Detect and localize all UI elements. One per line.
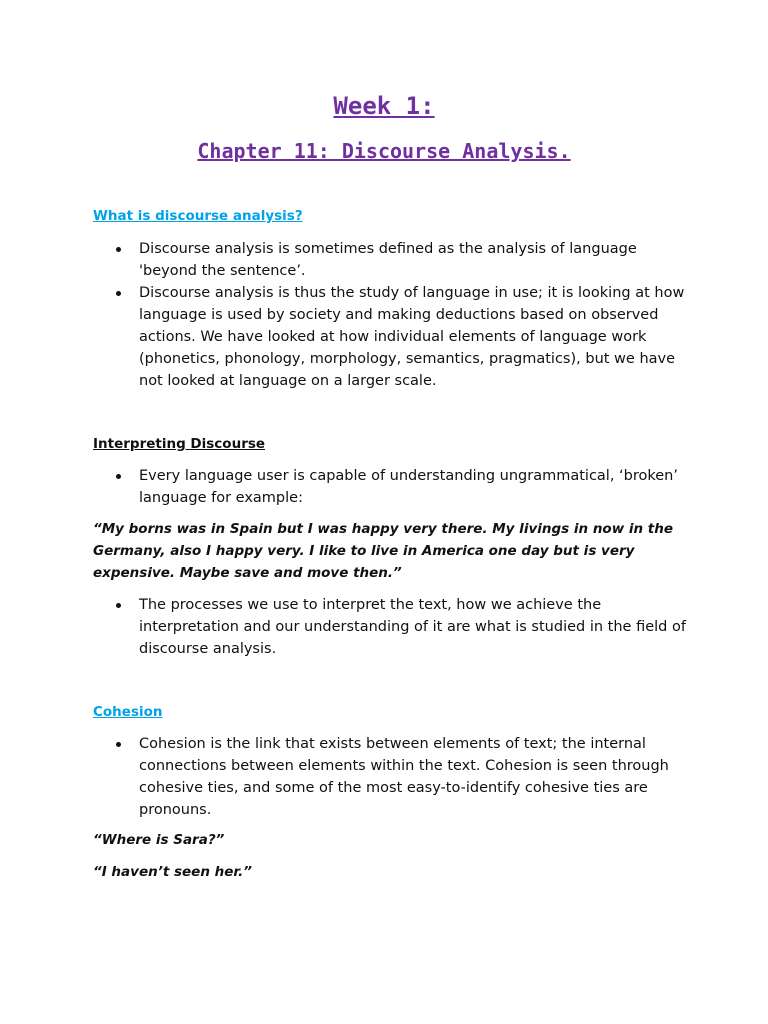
cohesion-bullet-list	[93, 733, 693, 821]
quote-where-is-sara: “Where is Sara?”	[93, 832, 225, 848]
bullet-dot-icon	[116, 474, 121, 479]
heading-interpreting-discourse: Interpreting Discourse	[93, 436, 266, 452]
bullet-item	[93, 238, 693, 282]
bullet-item	[93, 465, 693, 509]
heading-what-is-discourse-analysis: What is discourse analysis?	[93, 208, 303, 224]
interpreting-bullet-list	[93, 465, 693, 509]
heading-cohesion: Cohesion	[93, 704, 163, 720]
bullet-text: Discourse analysis is sometimes defined as the analysis of language 'beyond the sentence’.	[139, 241, 637, 279]
week-title: Week 1:	[333, 92, 435, 120]
bullet-item	[93, 282, 693, 392]
bullet-dot-icon	[116, 247, 121, 252]
bullet-dot-icon	[116, 291, 121, 296]
bullet-dot-icon	[116, 603, 121, 608]
interpreting-bullet-list-2	[93, 594, 693, 660]
bullet-item	[93, 733, 693, 821]
chapter-title: Chapter 11: Discourse Analysis.	[197, 139, 571, 163]
example-quote: “My borns was in Spain but I was happy very there. My livings in now in the Germany, also I happy very. I like to live in America one day but is very expensive. Maybe save and move then.”	[93, 521, 674, 581]
quote-havent-seen-her: “I haven’t seen her.”	[93, 864, 252, 880]
bullet-item	[93, 594, 693, 660]
bullet-text: The processes we use to interpret the text, how we achieve the interpretation and our understanding of it are what is studied in the field of discourse analysis.	[139, 597, 686, 657]
bullet-dot-icon	[116, 742, 121, 747]
bullet-text: Cohesion is the link that exists between elements of text; the internal connections between elements within the text. Cohesion is seen through cohesive ties, and some of the most easy-to-identify cohesive ties are pronouns.	[139, 736, 669, 818]
bullet-text: Every language user is capable of understanding ungrammatical, ‘broken’ language for example:	[139, 468, 678, 506]
what-is-bullet-list	[93, 238, 693, 392]
bullet-text: Discourse analysis is thus the study of language in use; it is looking at how language is used by society and making deductions based on observed actions. We have looked at how individual elements of language work (phonetics, phonology, morphology, semantics, pragmatics), but we have not looked at language on a larger scale.	[139, 285, 685, 389]
